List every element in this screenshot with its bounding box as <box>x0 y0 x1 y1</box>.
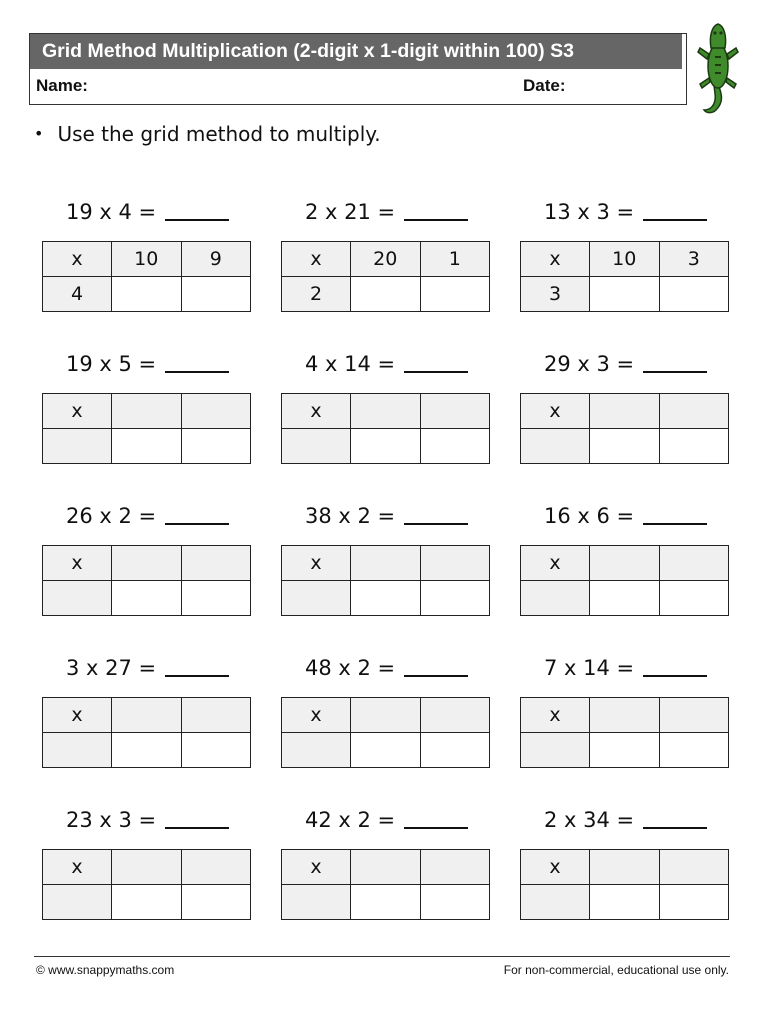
multiplication-grid <box>42 393 251 464</box>
grid-multiplier-cell[interactable] <box>43 733 112 768</box>
grid-ones-header[interactable] <box>420 546 490 581</box>
instruction-text: Use the grid method to multiply. <box>57 122 381 146</box>
footer-usage-note: For non-commercial, educational use only. <box>503 963 729 977</box>
grid-ones-header[interactable]: 1 <box>420 242 490 277</box>
grid-corner-cell[interactable]: x <box>43 242 112 277</box>
equation-text: 42 x 2 = <box>305 808 396 832</box>
problem-equation <box>544 655 707 680</box>
equation-text: 2 x 21 = <box>305 200 396 224</box>
grid-corner-cell[interactable]: x <box>43 546 112 581</box>
multiplication-grid <box>520 849 729 920</box>
grid-tens-header[interactable] <box>112 394 182 429</box>
grid-corner-cell[interactable]: x <box>282 242 351 277</box>
grid-answer-cell[interactable] <box>590 733 660 768</box>
name-label: Name: <box>36 76 88 95</box>
multiplication-grid <box>281 697 490 768</box>
grid-ones-header[interactable]: 9 <box>181 242 251 277</box>
grid-multiplier-cell[interactable] <box>43 581 112 616</box>
grid-multiplier-cell[interactable]: 3 <box>521 277 590 312</box>
grid-answer-cell[interactable] <box>420 581 490 616</box>
problem-equation <box>544 351 707 376</box>
grid-tens-header[interactable] <box>112 698 182 733</box>
grid-multiplier-cell[interactable] <box>282 429 351 464</box>
grid-corner-cell[interactable]: x <box>282 394 351 429</box>
problem-equation <box>544 503 707 528</box>
grid-answer-cell[interactable] <box>659 429 729 464</box>
grid-answer-cell[interactable] <box>112 733 182 768</box>
instruction <box>34 122 381 146</box>
grid-ones-header[interactable] <box>181 546 251 581</box>
name-date-row <box>30 69 686 104</box>
grid-multiplier-cell[interactable] <box>521 885 590 920</box>
problem-equation <box>66 503 229 528</box>
equation-text: 38 x 2 = <box>305 504 396 528</box>
grid-ones-header[interactable] <box>420 850 490 885</box>
problem-4 <box>42 352 252 464</box>
grid-corner-cell[interactable]: x <box>43 850 112 885</box>
grid-multiplier-cell[interactable] <box>521 429 590 464</box>
equation-text: 29 x 3 = <box>544 352 635 376</box>
grid-ones-header[interactable]: 3 <box>659 242 729 277</box>
problem-11 <box>281 656 491 768</box>
answer-blank[interactable] <box>165 503 229 525</box>
worksheet-title: Grid Method Multiplication (2-digit x 1-digit within 100) S3 <box>30 34 686 69</box>
grid-ones-header[interactable] <box>181 394 251 429</box>
grid-answer-cell[interactable] <box>351 885 421 920</box>
grid-answer-cell[interactable] <box>112 429 182 464</box>
answer-blank[interactable] <box>404 503 468 525</box>
worksheet-header <box>29 33 687 105</box>
multiplication-grid <box>520 241 729 312</box>
grid-answer-cell[interactable] <box>351 581 421 616</box>
grid-answer-cell[interactable] <box>351 277 421 312</box>
grid-answer-cell[interactable] <box>181 581 251 616</box>
grid-multiplier-cell[interactable]: 4 <box>43 277 112 312</box>
multiplication-grid <box>281 849 490 920</box>
equation-text: 7 x 14 = <box>544 656 635 680</box>
grid-tens-header[interactable]: 10 <box>590 242 660 277</box>
grid-multiplier-cell[interactable] <box>282 885 351 920</box>
problem-equation <box>66 807 229 832</box>
grid-answer-cell[interactable] <box>420 277 490 312</box>
crocodile-icon <box>694 18 742 118</box>
equation-text: 19 x 4 = <box>66 200 157 224</box>
equation-text: 13 x 3 = <box>544 200 635 224</box>
grid-tens-header[interactable] <box>590 698 660 733</box>
problem-5 <box>281 352 491 464</box>
problem-3 <box>520 200 730 312</box>
footer-copyright: © www.snappymaths.com <box>36 963 175 977</box>
grid-tens-header[interactable] <box>351 394 421 429</box>
answer-blank[interactable] <box>404 807 468 829</box>
multiplication-grid <box>520 393 729 464</box>
multiplication-grid <box>42 849 251 920</box>
grid-answer-cell[interactable] <box>659 581 729 616</box>
grid-answer-cell[interactable] <box>181 429 251 464</box>
grid-multiplier-cell[interactable] <box>282 581 351 616</box>
grid-tens-header[interactable] <box>590 394 660 429</box>
grid-ones-header[interactable] <box>659 850 729 885</box>
grid-ones-header[interactable] <box>659 698 729 733</box>
answer-blank[interactable] <box>404 655 468 677</box>
date-label: Date: <box>523 76 566 95</box>
problem-13 <box>42 808 252 920</box>
problem-equation <box>305 351 468 376</box>
answer-blank[interactable] <box>643 807 707 829</box>
grid-answer-cell[interactable] <box>590 885 660 920</box>
equation-text: 3 x 27 = <box>66 656 157 680</box>
problem-equation <box>305 199 468 224</box>
answer-blank[interactable] <box>404 351 468 373</box>
grid-answer-cell[interactable] <box>420 885 490 920</box>
grid-answer-cell[interactable] <box>659 885 729 920</box>
problem-9 <box>520 504 730 616</box>
problem-equation <box>544 807 707 832</box>
grid-corner-cell[interactable]: x <box>43 394 112 429</box>
answer-blank[interactable] <box>165 199 229 221</box>
equation-text: 19 x 5 = <box>66 352 157 376</box>
equation-text: 23 x 3 = <box>66 808 157 832</box>
grid-corner-cell[interactable]: x <box>521 546 590 581</box>
grid-multiplier-cell[interactable]: 2 <box>282 277 351 312</box>
grid-corner-cell[interactable]: x <box>43 698 112 733</box>
multiplication-grid <box>42 697 251 768</box>
grid-ones-header[interactable] <box>181 850 251 885</box>
grid-answer-cell[interactable] <box>420 429 490 464</box>
multiplication-grid <box>42 241 251 312</box>
grid-answer-cell[interactable] <box>659 277 729 312</box>
problem-6 <box>520 352 730 464</box>
grid-corner-cell[interactable]: x <box>282 546 351 581</box>
grid-ones-header[interactable] <box>420 394 490 429</box>
problem-10 <box>42 656 252 768</box>
problem-equation <box>305 807 468 832</box>
problem-1 <box>42 200 252 312</box>
grid-multiplier-cell[interactable] <box>282 733 351 768</box>
answer-blank[interactable] <box>643 199 707 221</box>
answer-blank[interactable] <box>165 807 229 829</box>
problem-equation <box>305 655 468 680</box>
grid-corner-cell[interactable]: x <box>282 850 351 885</box>
problem-equation <box>66 351 229 376</box>
grid-answer-cell[interactable] <box>112 581 182 616</box>
grid-corner-cell[interactable]: x <box>521 394 590 429</box>
equation-text: 4 x 14 = <box>305 352 396 376</box>
multiplication-grid <box>281 393 490 464</box>
grid-multiplier-cell[interactable] <box>521 581 590 616</box>
grid-tens-header[interactable] <box>112 546 182 581</box>
equation-text: 2 x 34 = <box>544 808 635 832</box>
problem-2 <box>281 200 491 312</box>
grid-answer-cell[interactable] <box>181 277 251 312</box>
equation-text: 48 x 2 = <box>305 656 396 680</box>
equation-text: 16 x 6 = <box>544 504 635 528</box>
grid-multiplier-cell[interactable] <box>43 429 112 464</box>
answer-blank[interactable] <box>404 199 468 221</box>
problem-12 <box>520 656 730 768</box>
grid-answer-cell[interactable] <box>590 277 660 312</box>
grid-tens-header[interactable] <box>351 698 421 733</box>
grid-ones-header[interactable] <box>659 546 729 581</box>
grid-answer-cell[interactable] <box>112 277 182 312</box>
problem-15 <box>520 808 730 920</box>
answer-blank[interactable] <box>165 351 229 373</box>
grid-answer-cell[interactable] <box>420 733 490 768</box>
grid-ones-header[interactable] <box>420 698 490 733</box>
problem-equation <box>544 199 707 224</box>
grid-multiplier-cell[interactable] <box>521 733 590 768</box>
grid-corner-cell[interactable]: x <box>521 850 590 885</box>
multiplication-grid <box>520 697 729 768</box>
grid-tens-header[interactable]: 20 <box>351 242 421 277</box>
problem-equation <box>305 503 468 528</box>
multiplication-grid <box>281 545 490 616</box>
grid-answer-cell[interactable] <box>351 429 421 464</box>
grid-tens-header[interactable] <box>351 546 421 581</box>
grid-tens-header[interactable]: 10 <box>112 242 182 277</box>
grid-corner-cell[interactable]: x <box>282 698 351 733</box>
footer-divider <box>34 956 730 957</box>
grid-corner-cell[interactable]: x <box>521 242 590 277</box>
grid-answer-cell[interactable] <box>112 885 182 920</box>
grid-ones-header[interactable] <box>181 698 251 733</box>
grid-tens-header[interactable] <box>590 546 660 581</box>
grid-ones-header[interactable] <box>659 394 729 429</box>
grid-tens-header[interactable] <box>112 850 182 885</box>
answer-blank[interactable] <box>643 655 707 677</box>
grid-corner-cell[interactable]: x <box>521 698 590 733</box>
grid-answer-cell[interactable] <box>181 733 251 768</box>
problem-equation <box>66 655 229 680</box>
problem-8 <box>281 504 491 616</box>
problem-7 <box>42 504 252 616</box>
grid-answer-cell[interactable] <box>659 733 729 768</box>
answer-blank[interactable] <box>165 655 229 677</box>
multiplication-grid <box>520 545 729 616</box>
grid-answer-cell[interactable] <box>181 885 251 920</box>
bullet-icon: • <box>34 124 44 143</box>
answer-blank[interactable] <box>643 351 707 373</box>
grid-multiplier-cell[interactable] <box>43 885 112 920</box>
grid-answer-cell[interactable] <box>590 429 660 464</box>
grid-answer-cell[interactable] <box>590 581 660 616</box>
grid-tens-header[interactable] <box>590 850 660 885</box>
grid-tens-header[interactable] <box>351 850 421 885</box>
multiplication-grid <box>281 241 490 312</box>
problem-14 <box>281 808 491 920</box>
answer-blank[interactable] <box>643 503 707 525</box>
multiplication-grid <box>42 545 251 616</box>
grid-answer-cell[interactable] <box>351 733 421 768</box>
equation-text: 26 x 2 = <box>66 504 157 528</box>
problem-equation <box>66 199 229 224</box>
